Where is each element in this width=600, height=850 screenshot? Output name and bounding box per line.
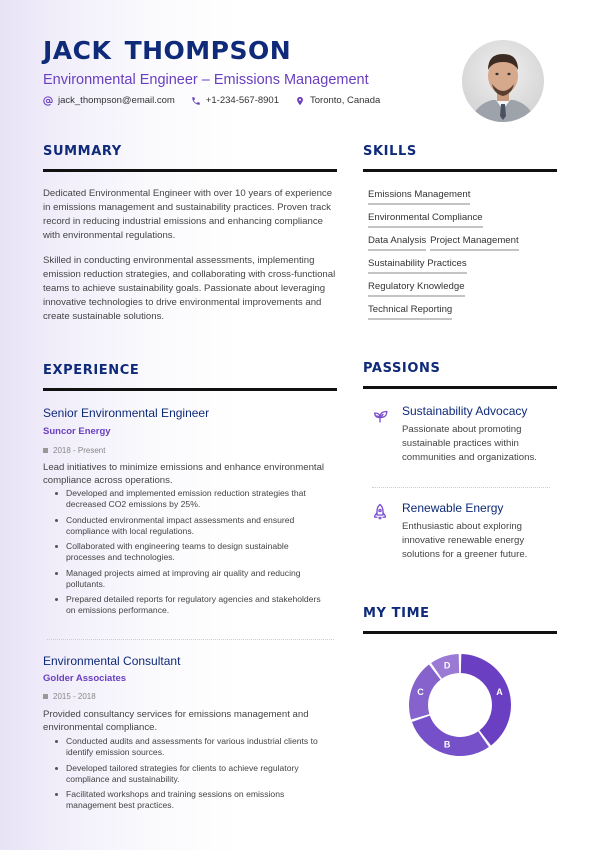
skills-heading: SKILLS — [363, 144, 417, 159]
job-separator — [47, 639, 334, 640]
job-description: Provided consultancy services for emissions management and environmental compliance. — [43, 709, 309, 733]
job-title: Environmental Consultant — [43, 654, 181, 668]
job-company: Golder Associates — [43, 673, 127, 684]
summary-paragraph-1: Dedicated Environmental Engineer with over 10 years of experience in emissions management and sustainability practices. Proven track record in reducing industrial emissions and enhancing compliance with environmental regulations. — [43, 188, 333, 241]
passion-title: Renewable Energy — [402, 501, 504, 515]
donut-label: D — [443, 660, 451, 671]
skills-divider — [363, 169, 557, 172]
contact-row — [43, 95, 380, 106]
skill-tag: Data Analysis — [368, 235, 426, 251]
skill-tag: Regulatory Knowledge — [368, 281, 465, 297]
time-donut-chart — [405, 650, 515, 760]
donut-label: A — [496, 687, 503, 698]
contact-phone[interactable] — [191, 95, 279, 106]
job-bullet: Managed projects aimed at improving air quality and reducing pollutants. — [43, 568, 328, 590]
person-avatar-icon — [462, 40, 544, 122]
contact-email[interactable] — [43, 95, 175, 106]
calendar-icon — [43, 694, 48, 699]
phone-text: +1-234-567-8901 — [205, 95, 280, 106]
job-bullets — [43, 736, 328, 816]
leaf-icon — [371, 407, 389, 425]
experience-divider — [43, 388, 337, 391]
phone-icon — [191, 96, 201, 106]
rocket-icon — [371, 503, 389, 521]
skill-tag: Environmental Compliance — [368, 212, 483, 228]
skill-tag: Project Management — [430, 235, 519, 251]
job-title: Senior Environmental Engineer — [43, 406, 210, 420]
skill-tag: Technical Reporting — [368, 304, 452, 320]
email-text: jack_thompson@email.com — [58, 95, 175, 106]
job-bullet: Developed and implemented emission reduction strategies that decreased CO2 emissions by 25%. — [43, 488, 328, 510]
donut-label: B — [443, 739, 451, 750]
my-time-heading: MY TIME — [363, 606, 430, 621]
job-description: Lead initiatives to minimize emissions and enhance environmental compliance across operations. — [43, 462, 325, 486]
candidate-title: Environmental Engineer – Emissions Management — [43, 72, 369, 88]
job-company: Suncor Energy — [43, 426, 111, 437]
donut-label: C — [417, 687, 424, 698]
summary-divider — [43, 169, 337, 172]
job-bullet: Collaborated with engineering teams to design sustainable processes and technologies. — [43, 541, 328, 563]
donut-segment-a — [461, 654, 511, 745]
job-bullet: Conducted audits and assessments for various industrial clients to identify emission sources. — [43, 736, 328, 758]
skill-tag: Sustainability Practices — [368, 258, 467, 274]
passion-title: Sustainability Advocacy — [402, 404, 528, 418]
passions-divider — [363, 386, 557, 389]
passion-description: Enthusiastic about exploring innovative renewable energy solutions for a greener future. — [402, 521, 528, 560]
summary-paragraph-2: Skilled in conducting environmental assessments, implementing emission reduction strategies, and collaborating with cross-functional teams to achieve sustainability goals. Passionate about leveraging innovative technologies to drive environmental improvements and create sustainable solutions. — [43, 255, 336, 322]
skill-tag: Emissions Management — [368, 189, 470, 205]
donut-segment-b — [412, 716, 489, 756]
job-dates — [43, 692, 96, 701]
at-icon — [43, 96, 53, 106]
job-bullet: Developed tailored strategies for clients to achieve regulatory compliance and sustainability. — [43, 763, 328, 785]
skills-list — [368, 189, 558, 327]
job-dates — [43, 446, 105, 455]
candidate-name: JACK THOMPSON — [43, 36, 292, 65]
job-dates-text: 2015 - 2018 — [53, 692, 96, 701]
passion-description: Passionate about promoting sustainable practices within communities and organizations. — [402, 424, 537, 463]
job-bullets — [43, 488, 328, 621]
location-text: Toronto, Canada — [310, 95, 381, 106]
profile-photo — [462, 40, 544, 122]
contact-location — [295, 95, 380, 106]
job-bullet: Conducted environmental impact assessments and ensured compliance with local regulations. — [43, 515, 328, 537]
job-bullet: Facilitated workshops and training sessions on emissions management best practices. — [43, 789, 328, 811]
passion-separator — [372, 487, 550, 488]
passions-heading: PASSIONS — [363, 361, 441, 376]
calendar-icon — [43, 448, 48, 453]
job-dates-text: 2018 - Present — [53, 446, 106, 455]
experience-heading: EXPERIENCE — [43, 363, 140, 378]
map-pin-icon — [295, 96, 305, 106]
summary-heading: SUMMARY — [43, 144, 122, 159]
job-bullet: Prepared detailed reports for regulatory agencies and stakeholders on emissions performance. — [43, 594, 328, 616]
donut-segment-c — [409, 665, 441, 720]
my-time-divider — [363, 631, 557, 634]
